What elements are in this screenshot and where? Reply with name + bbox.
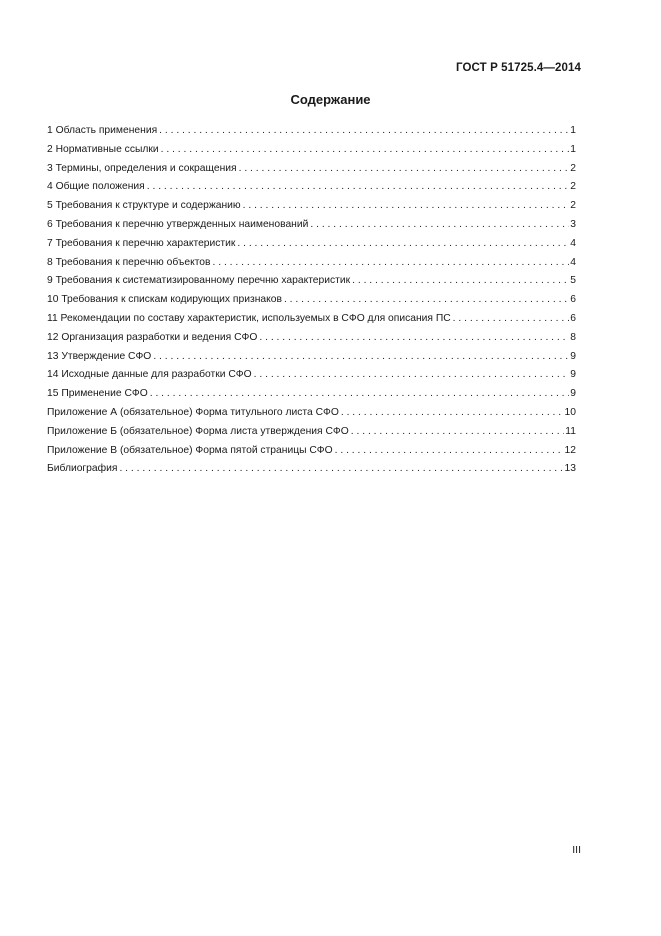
toc-dot-leader	[119, 460, 563, 479]
toc-entry-text: Приложение В (обязательное) Форма пятой страницы СФО	[47, 444, 333, 456]
toc-dot-leader	[352, 272, 569, 291]
toc-entry-page: 6	[570, 294, 576, 306]
page-number: III	[572, 844, 581, 856]
toc-entry-text: 3 Термины, определения и сокращения	[47, 162, 237, 174]
toc-entry	[47, 366, 576, 385]
toc-entry-text: 4 Общие положения	[47, 181, 145, 193]
toc-entry	[47, 254, 576, 273]
toc-entry	[47, 122, 576, 141]
toc-entry-text: 14 Исходные данные для разработки СФО	[47, 369, 252, 381]
toc-entry	[47, 178, 576, 197]
toc-dot-leader	[237, 235, 569, 254]
toc-entry-page: 2	[570, 162, 576, 174]
toc-entry-page: 6	[570, 312, 576, 324]
toc-dot-leader	[259, 329, 569, 348]
toc-dot-leader	[150, 385, 570, 404]
toc-entry-text: 10 Требования к спискам кодирующих признаков	[47, 294, 282, 306]
toc-entry	[47, 272, 576, 291]
toc-entry	[47, 160, 576, 179]
toc-entry-text: 15 Применение СФО	[47, 388, 148, 400]
toc-entry-page: 12	[564, 444, 576, 456]
toc-entry	[47, 235, 576, 254]
toc-entry-text: 7 Требования к перечню характеристик	[47, 237, 236, 249]
toc-list	[47, 122, 576, 479]
toc-entry-text: 8 Требования к перечню объектов	[47, 256, 211, 268]
toc-entry-page: 3	[570, 218, 576, 230]
toc-dot-leader	[254, 366, 570, 385]
toc-entry	[47, 310, 576, 329]
toc-dot-leader	[213, 254, 570, 273]
toc-entry-page: 1	[570, 125, 576, 136]
toc-entry-page: 9	[570, 388, 576, 400]
toc-entry-text: 12 Организация разработки и ведения СФО	[47, 331, 258, 343]
toc-dot-leader	[159, 122, 569, 141]
toc-dot-leader	[341, 404, 564, 423]
toc-entry-page: 11	[565, 425, 576, 437]
toc-entry-text: 5 Требования к структуре и содержанию	[47, 200, 241, 212]
toc-entry-text: 13 Утверждение СФО	[47, 350, 152, 362]
toc-entry-page: 5	[570, 275, 576, 287]
toc-entry	[47, 385, 576, 404]
toc-entry-page: 2	[570, 181, 576, 193]
toc-entry-page: 2	[570, 200, 576, 212]
toc-entry	[47, 348, 576, 367]
toc-entry-page: 8	[570, 331, 576, 343]
toc-entry	[47, 460, 576, 479]
toc-dot-leader	[239, 160, 570, 179]
toc-entry-text: 2 Нормативные ссылки	[47, 143, 159, 155]
toc-entry-text: Приложение А (обязательное) Форма титульного листа СФО	[47, 406, 339, 418]
toc-entry	[47, 423, 576, 442]
toc-entry-text: 9 Требования к систематизированному перечню характеристик	[47, 275, 351, 287]
toc-entry-text: 11 Рекомендации по составу характеристик, используемых в СФО для описания ПС	[47, 312, 451, 324]
toc-dot-leader	[243, 197, 570, 216]
toc-entry-page: 13	[564, 463, 576, 475]
toc-dot-leader	[453, 310, 570, 329]
toc-entry	[47, 197, 576, 216]
toc-entry	[47, 329, 576, 348]
toc-dot-leader	[351, 423, 565, 442]
toc-entry	[47, 442, 576, 461]
toc-entry	[47, 141, 576, 160]
toc-entry-page: 1	[570, 143, 576, 155]
toc-entry-page: 4	[570, 237, 576, 249]
toc-entry-page: 10	[564, 406, 576, 418]
toc-entry-text: Приложение Б (обязательное) Форма листа утверждения СФО	[47, 425, 349, 437]
toc-dot-leader	[147, 178, 570, 197]
toc-entry-page: 4	[570, 256, 576, 268]
toc-entry-page: 9	[570, 350, 576, 362]
toc-entry-text: 6 Требования к перечню утвержденных наименований	[47, 218, 309, 230]
toc-entry-text: Библиография	[47, 463, 118, 475]
toc-entry-page: 9	[570, 369, 576, 381]
toc-entry	[47, 404, 576, 423]
toc-entry	[47, 291, 576, 310]
toc-dot-leader	[310, 216, 569, 235]
toc-entry-text: 1 Область применения	[47, 125, 158, 136]
toc-dot-leader	[284, 291, 569, 310]
toc-dot-leader	[161, 141, 570, 160]
toc-title: Содержание	[290, 92, 371, 107]
toc-entry	[47, 216, 576, 235]
toc-dot-leader	[335, 442, 564, 461]
document-code: ГОСТ Р 51725.4—2014	[456, 62, 581, 74]
toc-dot-leader	[153, 348, 569, 367]
